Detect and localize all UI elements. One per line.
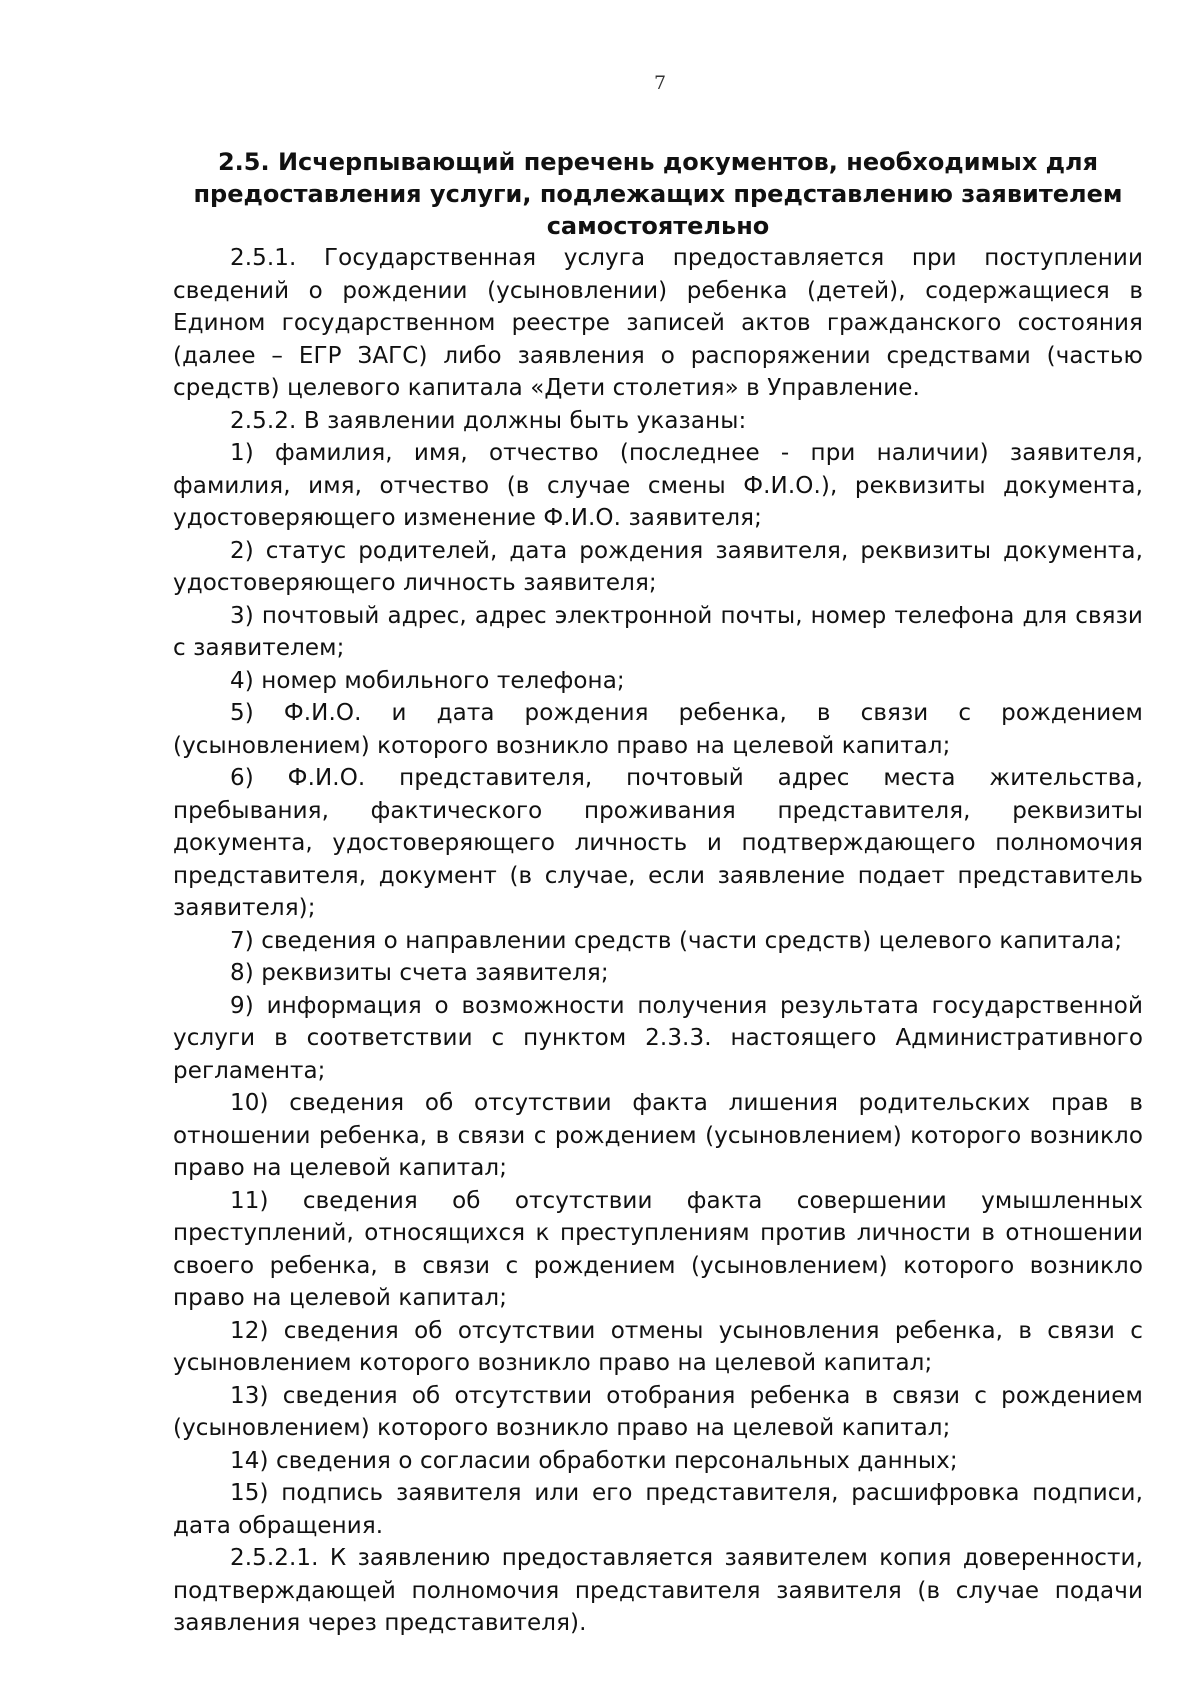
- list-item-2: 2) статус родителей, дата рождения заявителя, реквизиты документа, удостоверяющего личность заявителя;: [173, 537, 1143, 596]
- list-item-11: 11) сведения об отсутствии факта совершении умышленных преступлений, относящихся к преступлениям против личности в отношении своего ребенка, в связи с рождением (усыновлением) которого возникло право на целевой капитал;: [173, 1187, 1143, 1311]
- section-heading-line: предоставления услуги, подлежащих представлению заявителем: [193, 180, 1123, 208]
- section-heading-line: 2.5. Исчерпывающий перечень документов, необходимых для: [217, 148, 1099, 176]
- list-item-9: 9) информация о возможности получения результата государственной услуги в соответствии с пунктом 2.3.3. настоящего Административного регламента;: [173, 992, 1143, 1084]
- list-item-1: 1) фамилия, имя, отчество (последнее - при наличии) заявителя, фамилия, имя, отчество (в случае смены Ф.И.О.), реквизиты документа, удостоверяющего изменение Ф.И.О. заявителя;: [173, 440, 1143, 531]
- page-number: 7: [653, 72, 667, 94]
- list-item-5: 5) Ф.И.О. и дата рождения ребенка, в связи с рождением (усыновлением) которого возникло право на целевой капитал;: [173, 700, 1143, 759]
- list-item-4: 4) номер мобильного телефона;: [230, 667, 625, 694]
- document-body: [173, 146, 1143, 1640]
- section-heading: [173, 146, 1143, 242]
- list-item-12: 12) сведения об отсутствии отмены усыновления ребенка, в связи с усыновлением которого возникло право на целевой капитал;: [173, 1317, 1143, 1376]
- paragraph-2-5-2: 2.5.2. В заявлении должны быть указаны:: [230, 407, 747, 434]
- list-item-3: 3) почтовый адрес, адрес электронной почты, номер телефона для связи с заявителем;: [173, 602, 1143, 661]
- list-item-7: 7) сведения о направлении средств (части средств) целевого капитала;: [230, 927, 1123, 954]
- paragraph-2-5-1: 2.5.1. Государственная услуга предоставляется при поступлении сведений о рождении (усыновлении) ребенка (детей), содержащиеся в Едином государственном реестре записей актов гражданского состояния (далее – ЕГР ЗАГС) либо заявления о распоряжении средствами (частью средств) целевого капитала «Дети столетия» в Управление.: [173, 245, 1143, 401]
- list-item-13: 13) сведения об отсутствии отобрания ребенка в связи с рождением (усыновлением) которого возникло право на целевой капитал;: [173, 1382, 1143, 1441]
- list-item-8: 8) реквизиты счета заявителя;: [230, 960, 609, 986]
- list-item-15: 15) подпись заявителя или его представителя, расшифровка подписи, дата обращения.: [173, 1480, 1143, 1539]
- paragraph-list: [173, 242, 1143, 1640]
- list-item-14: 14) сведения о согласии обработки персональных данных;: [230, 1447, 958, 1474]
- list-item-10: 10) сведения об отсутствии факта лишения родительских прав в отношении ребенка, в связи с рождением (усыновлением) которого возникло право на целевой капитал;: [173, 1090, 1143, 1181]
- list-item-6: 6) Ф.И.О. представителя, почтовый адрес места жительства, пребывания, фактического проживания представителя, реквизиты документа, удостоверяющего личность и подтверждающего полномочия представителя, документ (в случае, если заявление подает представитель заявителя);: [173, 765, 1143, 921]
- paragraph-2-5-2-1: 2.5.2.1. К заявлению предоставляется заявителем копия доверенности, подтверждающей полномочия представителя заявителя (в случае подачи заявления через представителя).: [173, 1545, 1143, 1636]
- section-heading-line: самостоятельно: [546, 212, 770, 240]
